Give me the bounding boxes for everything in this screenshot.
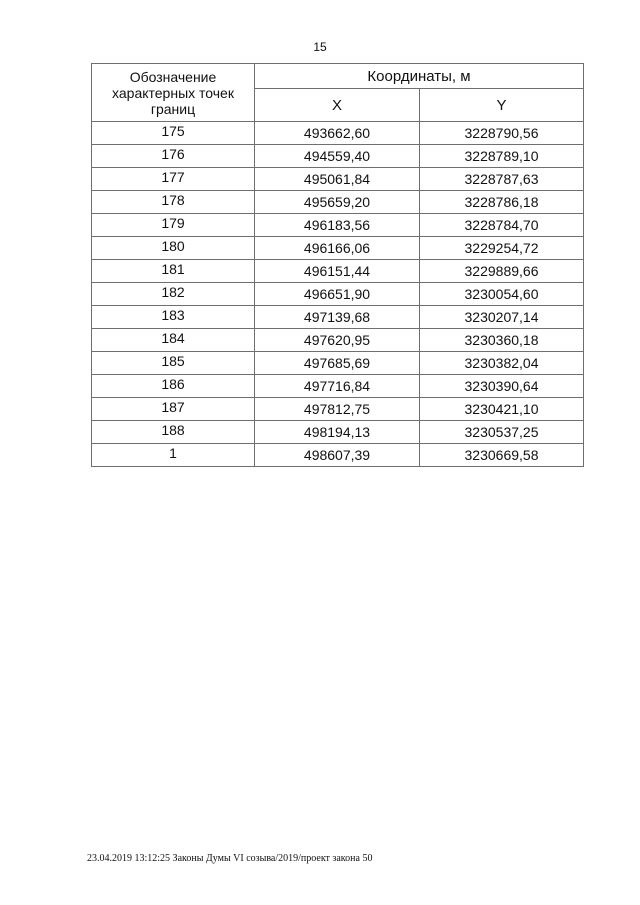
y-cell: 3228787,63 (420, 168, 584, 191)
x-cell: 496151,44 (255, 260, 420, 283)
y-cell: 3228786,18 (420, 191, 584, 214)
x-cell: 497620,95 (255, 329, 420, 352)
x-cell: 496183,56 (255, 214, 420, 237)
x-cell: 498607,39 (255, 444, 420, 467)
table-row (92, 191, 584, 214)
y-cell: 3229889,66 (420, 260, 584, 283)
x-cell: 497716,84 (255, 375, 420, 398)
point-cell: 183 (92, 306, 255, 329)
point-cell: 184 (92, 329, 255, 352)
table-row (92, 145, 584, 168)
header-x: X (255, 89, 420, 122)
page-number: 15 (313, 40, 327, 54)
point-cell: 176 (92, 145, 255, 168)
table-row (92, 237, 584, 260)
y-cell: 3230054,60 (420, 283, 584, 306)
table-row (92, 398, 584, 421)
table-row (92, 444, 584, 467)
table-row (92, 329, 584, 352)
table-row (92, 306, 584, 329)
x-cell: 497139,68 (255, 306, 420, 329)
table-row (92, 421, 584, 444)
y-cell: 3230360,18 (420, 329, 584, 352)
y-cell: 3230207,14 (420, 306, 584, 329)
y-cell: 3229254,72 (420, 237, 584, 260)
x-cell: 497685,69 (255, 352, 420, 375)
header-point-designation: Обозначение характерных точек границ (92, 64, 255, 122)
coordinates-table (91, 63, 584, 467)
point-cell: 181 (92, 260, 255, 283)
point-cell: 1 (92, 444, 255, 467)
x-cell: 495061,84 (255, 168, 420, 191)
y-cell: 3230537,25 (420, 421, 584, 444)
table-row (92, 168, 584, 191)
table-row (92, 122, 584, 145)
header-coordinates: Координаты, м (255, 64, 584, 89)
table-row (92, 260, 584, 283)
point-cell: 182 (92, 283, 255, 306)
point-cell: 177 (92, 168, 255, 191)
point-cell: 179 (92, 214, 255, 237)
point-cell: 187 (92, 398, 255, 421)
table-row (92, 375, 584, 398)
y-cell: 3230390,64 (420, 375, 584, 398)
point-cell: 178 (92, 191, 255, 214)
x-cell: 497812,75 (255, 398, 420, 421)
x-cell: 495659,20 (255, 191, 420, 214)
x-cell: 493662,60 (255, 122, 420, 145)
x-cell: 494559,40 (255, 145, 420, 168)
table-row (92, 214, 584, 237)
y-cell: 3230421,10 (420, 398, 584, 421)
footer-stamp: 23.04.2019 13:12:25 Законы Думы VI созыва/2019/проект закона 50 (87, 853, 373, 864)
x-cell: 496166,06 (255, 237, 420, 260)
table-row (92, 352, 584, 375)
y-cell: 3230382,04 (420, 352, 584, 375)
point-cell: 186 (92, 375, 255, 398)
header-y: Y (420, 89, 584, 122)
y-cell: 3228790,56 (420, 122, 584, 145)
point-cell: 185 (92, 352, 255, 375)
point-cell: 175 (92, 122, 255, 145)
x-cell: 498194,13 (255, 421, 420, 444)
x-cell: 496651,90 (255, 283, 420, 306)
table-body (92, 122, 584, 467)
y-cell: 3230669,58 (420, 444, 584, 467)
point-cell: 188 (92, 421, 255, 444)
y-cell: 3228789,10 (420, 145, 584, 168)
y-cell: 3228784,70 (420, 214, 584, 237)
point-cell: 180 (92, 237, 255, 260)
table-row (92, 283, 584, 306)
